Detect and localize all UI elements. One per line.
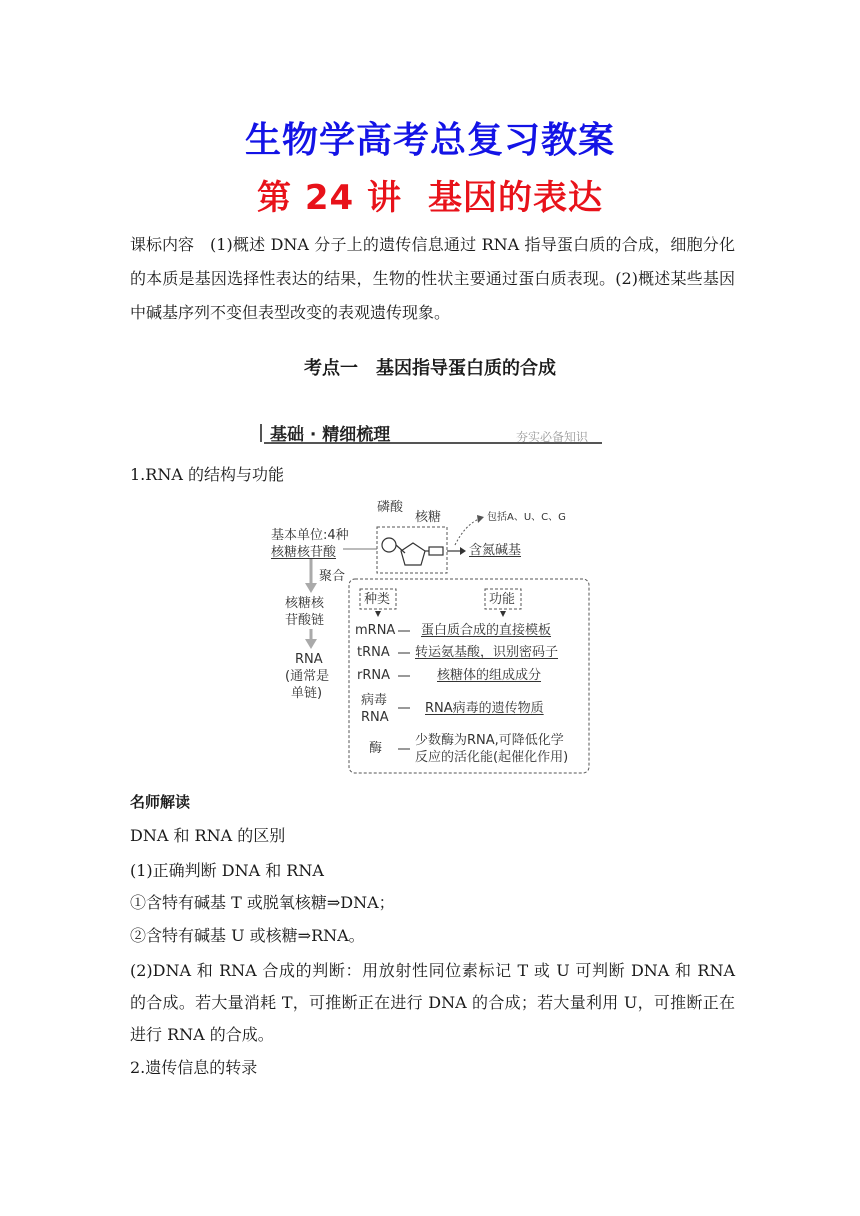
unit-label-1: 基本单位:4种	[271, 528, 349, 543]
row-func-virus: RNA病毒的遗传物质	[425, 701, 544, 716]
row-type-virus-1: 病毒	[361, 693, 388, 708]
polymer-label: 聚合	[319, 569, 346, 584]
phosphate-label: 磷酸	[377, 500, 404, 515]
type-header-arrow	[375, 611, 381, 617]
curriculum-label: 课标内容	[130, 235, 195, 254]
nucleotide-box	[377, 527, 447, 573]
judge-1: (1)正确判断 DNA 和 RNA	[130, 861, 324, 880]
row-func-enzyme-1: 少数酶为RNA,可降低化学	[415, 733, 564, 748]
point-2: ②含特有碱基 U 或核糖⇒RNA。	[130, 926, 365, 945]
curriculum-paragraph	[130, 228, 735, 330]
lecture-heading	[0, 170, 860, 219]
chain-label-2: 苷酸链	[285, 613, 325, 628]
row-func-mrna: 蛋白质合成的直接模板	[421, 623, 552, 638]
section-label: 考点一	[304, 358, 358, 379]
row-func-rrna: 核糖体的组成成分	[437, 668, 542, 683]
rna-diagram	[265, 495, 600, 780]
section-title: 基因指导蛋白质的合成	[376, 358, 556, 379]
includes-arrow-head	[477, 515, 484, 523]
chain-label-1: 核糖核	[285, 596, 325, 611]
curriculum-text: (1)概述 DNA 分子上的遗传信息通过 RNA 指导蛋白质的合成，细胞分化的本质是基因选择性表达的结果，生物的性状主要通过蛋白质表现。(2)概述某些基因中碱基序列不变但表型改变的表观遗传现象。	[130, 235, 735, 322]
chain-arrow-head	[305, 639, 317, 649]
includes-label: 包括A、U、C、G	[487, 512, 566, 523]
polymer-arrow-head	[305, 583, 317, 593]
row-type-mrna: mRNA	[355, 623, 396, 638]
rna-label-2: (通常是	[285, 669, 330, 684]
unit-label-2: 核糖核苷酸	[271, 545, 337, 560]
banner-tick	[260, 424, 262, 442]
ribose-pentagon	[401, 543, 425, 565]
base-arrow-head	[460, 547, 466, 555]
section-heading	[0, 354, 860, 380]
base-label: 含氮碱基	[469, 543, 522, 558]
row-type-enzyme: 酶	[369, 741, 383, 756]
doc-title: 生物学高考总复习教案	[244, 120, 615, 161]
basics-banner	[258, 420, 602, 446]
func-header: 功能	[489, 592, 516, 607]
type-header: 种类	[364, 592, 391, 607]
tip-title: 名师解读	[130, 793, 191, 811]
lecture-number: 第 24 讲	[257, 178, 402, 218]
row-type-trna: tRNA	[357, 645, 390, 660]
banner-subtitle: 夯实必备知识	[515, 430, 588, 444]
rna-label-1: RNA	[295, 652, 323, 667]
diff-title: DNA 和 RNA 的区别	[130, 826, 286, 845]
rna-label-3: 单链)	[291, 686, 323, 701]
row-type-virus-2: RNA	[361, 710, 389, 725]
banner-label: 基础 · 精细梳理	[270, 425, 391, 445]
func-header-arrow	[500, 611, 506, 617]
base-rect	[429, 547, 443, 555]
point-1: ①含特有碱基 T 或脱氧核糖⇒DNA；	[130, 893, 395, 912]
row-func-trna: 转运氨基酸，识别密码子	[415, 645, 559, 660]
judge-2-paragraph: (2)DNA 和 RNA 合成的判断：用放射性同位素标记 T 或 U 可判断 DNA 和 RNA 的合成。若大量消耗 T，可推断正在进行 DNA 的合成；若大量利用 U，可推断正在进行 RNA 的合成。	[130, 961, 735, 1044]
heading-transcription: 2.遗传信息的转录	[130, 1058, 258, 1077]
heading-rna-structure: 1.RNA 的结构与功能	[130, 465, 284, 484]
phosphate-circle	[382, 538, 396, 552]
row-type-rrna: rRNA	[357, 668, 390, 683]
row-func-enzyme-2: 反应的活化能(起催化作用)	[415, 750, 569, 765]
ribose-label: 核糖	[415, 510, 442, 525]
lecture-topic: 基因的表达	[428, 178, 603, 218]
